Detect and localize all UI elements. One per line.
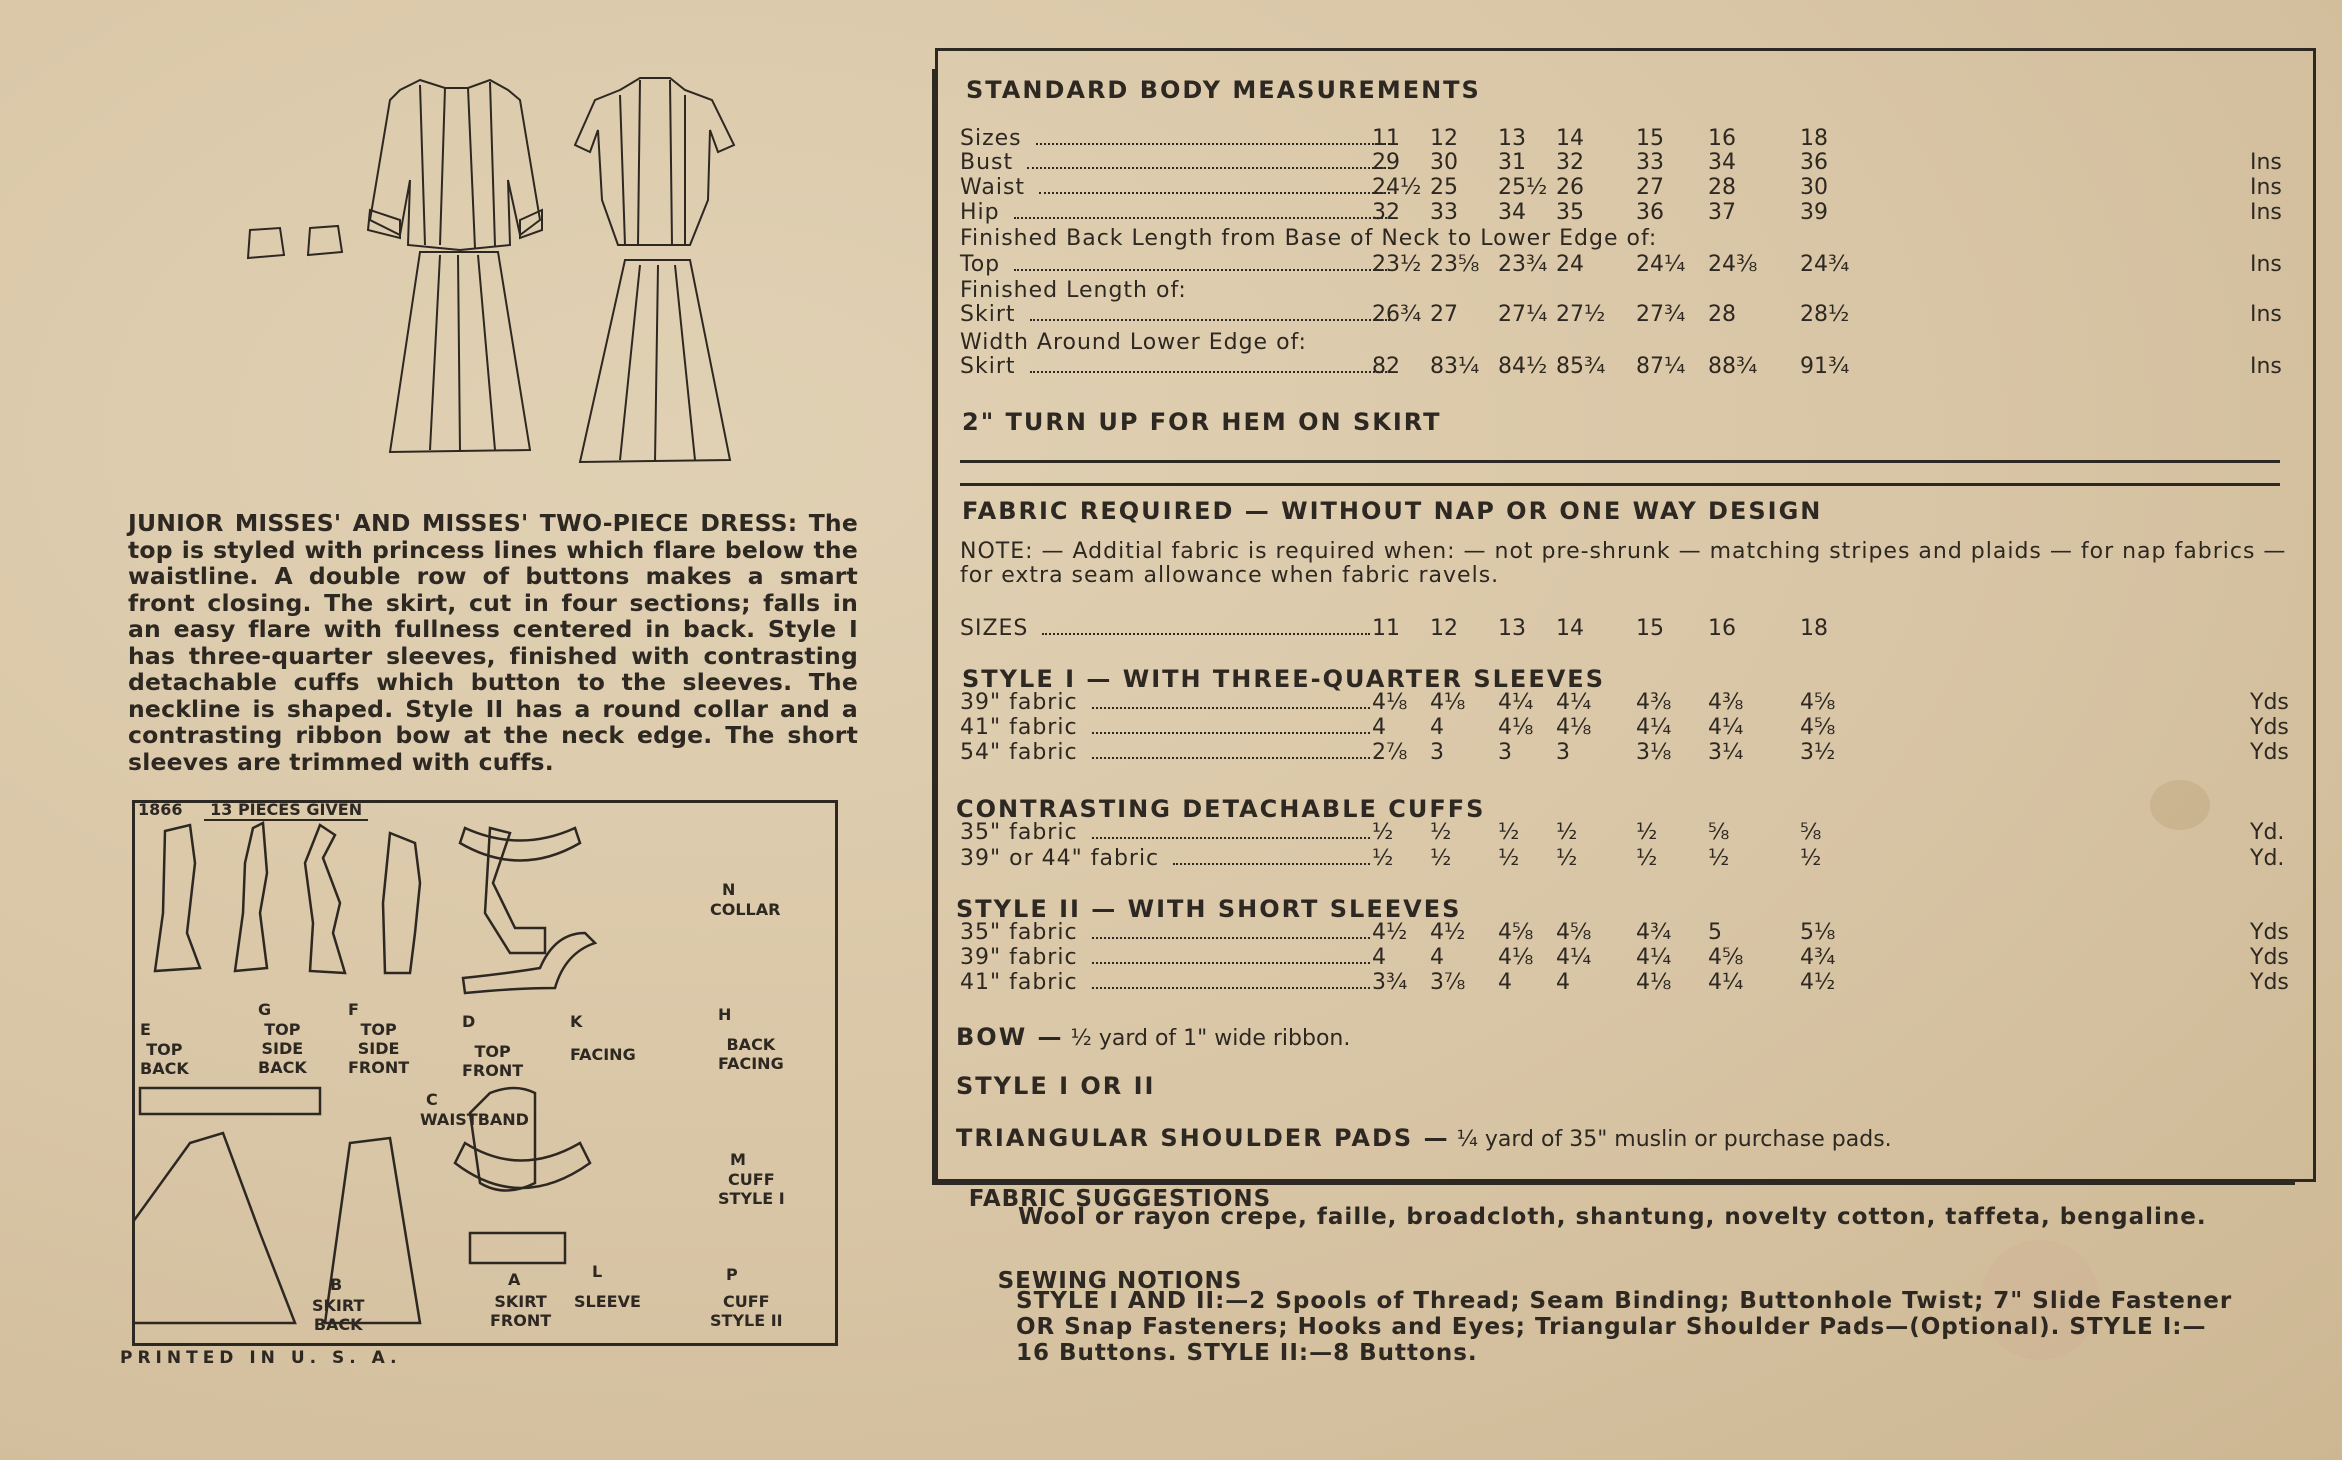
row-value: 4⅛ — [1498, 715, 1534, 740]
row-label: 39" or 44" fabric — [960, 846, 1160, 871]
row-label: Width Around Lower Edge of: — [960, 330, 1307, 355]
leader-dots — [1042, 633, 1370, 635]
data-row — [960, 920, 2289, 946]
data-row — [960, 150, 2280, 176]
row-unit: Yds — [2250, 970, 2289, 995]
piece-label-p: CUFF STYLE II — [710, 1292, 783, 1330]
pads-title: TRIANGULAR SHOULDER PADS — — [956, 1124, 1450, 1152]
row-value: ½ — [1800, 846, 1822, 871]
leader-dots — [1027, 167, 1390, 169]
row-value: 26 — [1556, 175, 1584, 200]
data-row — [960, 226, 2280, 252]
bow-title: BOW — — [956, 1023, 1064, 1051]
row-value: 32 — [1556, 150, 1584, 175]
row-value: 36 — [1636, 200, 1664, 225]
row-value: 85¾ — [1556, 354, 1606, 379]
row-value: 14 — [1556, 616, 1584, 641]
row-value: 34 — [1498, 200, 1526, 225]
row-value: 33 — [1430, 200, 1458, 225]
row-value: 4¼ — [1556, 945, 1592, 970]
row-value: 39 — [1800, 200, 1828, 225]
row-value: ½ — [1430, 846, 1452, 871]
style-two-title: STYLE II — WITH SHORT SLEEVES — [956, 895, 1462, 923]
row-label: Skirt — [960, 302, 1016, 327]
row-value: 13 — [1498, 616, 1526, 641]
row-value: 3⅛ — [1636, 740, 1672, 765]
piece-label-g: TOP SIDE BACK — [258, 1020, 307, 1077]
row-value: 91¾ — [1800, 354, 1850, 379]
row-value: 36 — [1800, 150, 1828, 175]
data-row — [960, 945, 2289, 971]
row-unit: Yd. — [2250, 846, 2285, 871]
row-value: 88¾ — [1708, 354, 1758, 379]
leader-dots — [1092, 757, 1370, 759]
row-value: 35 — [1556, 200, 1584, 225]
piece-label-a-letter: A — [508, 1270, 521, 1289]
row-value: 18 — [1800, 126, 1828, 151]
row-value: 87¼ — [1636, 354, 1686, 379]
style-two-top-drawing — [575, 78, 734, 245]
cuff-drawing — [308, 226, 342, 255]
leader-dots — [1036, 143, 1390, 145]
piece-label-n: COLLAR — [710, 900, 781, 919]
bow-text: ½ yard of 1" wide ribbon. — [1070, 1026, 1351, 1051]
row-value: ½ — [1636, 846, 1658, 871]
row-value: 30 — [1430, 150, 1458, 175]
measurements-title: STANDARD BODY MEASUREMENTS — [966, 76, 1481, 104]
data-row — [960, 252, 2280, 278]
row-value: 4¼ — [1636, 715, 1672, 740]
notions-line-2: OR Snap Fasteners; Hooks and Eyes; Triangular Shoulder Pads—(Optional). STYLE I:— — [1016, 1314, 2207, 1340]
data-row — [960, 330, 2280, 356]
row-value: 4 — [1372, 945, 1386, 970]
row-value: 28 — [1708, 175, 1736, 200]
leader-dots — [1092, 707, 1370, 709]
piece-label-d-letter: D — [462, 1012, 476, 1031]
row-value: 37 — [1708, 200, 1736, 225]
piece-label-h-letter: H — [718, 1005, 732, 1024]
row-value: 4⅛ — [1430, 690, 1466, 715]
fabric-suggestions-text: Wool or rayon crepe, faille, broadcloth, shantung, novelty cotton, taffeta, bengaline. — [1018, 1204, 2207, 1230]
row-value: ½ — [1636, 820, 1658, 845]
row-label: 39" fabric — [960, 945, 1078, 970]
fabric-suggestions-title: FABRIC SUGGESTIONS — [968, 1186, 1272, 1212]
row-label: SIZES — [960, 616, 1029, 641]
row-value: 4⅛ — [1372, 690, 1408, 715]
row-label: Sizes — [960, 126, 1022, 151]
style-one-top-drawing — [370, 80, 540, 250]
leader-dots — [1030, 371, 1390, 373]
data-row — [960, 846, 2285, 872]
row-value: 28½ — [1800, 302, 1850, 327]
section-divider — [960, 460, 2280, 463]
row-unit: Ins — [2250, 354, 2282, 379]
data-row — [960, 278, 2280, 304]
piece-label-d: TOP FRONT — [462, 1042, 524, 1080]
row-value: ½ — [1498, 820, 1520, 845]
row-unit: Ins — [2250, 150, 2282, 175]
row-value: 11 — [1372, 616, 1400, 641]
row-unit: Yds — [2250, 740, 2289, 765]
row-value: 4⅝ — [1708, 945, 1744, 970]
row-value: 3 — [1556, 740, 1570, 765]
sewing-notions-title: SEWING NOTIONS — [997, 1268, 1243, 1294]
row-value: 25 — [1430, 175, 1458, 200]
printed-in-usa: PRINTED IN U. S. A. — [120, 1348, 402, 1368]
row-label: 39" fabric — [960, 690, 1078, 715]
row-label: 35" fabric — [960, 920, 1078, 945]
row-value: ½ — [1372, 846, 1394, 871]
fabric-title: FABRIC REQUIRED — WITHOUT NAP OR ONE WAY DESIGN — [962, 497, 1823, 525]
row-value: 4½ — [1372, 920, 1408, 945]
notions-line-1: STYLE I AND II:—2 Spools of Thread; Seam Binding; Buttonhole Twist; 7" Slide Fastener — [1016, 1288, 2233, 1314]
data-row — [960, 970, 2289, 996]
row-value: ½ — [1708, 846, 1730, 871]
row-value: ⅝ — [1800, 820, 1822, 845]
row-value: 24⅜ — [1708, 252, 1758, 277]
notions-line-3: 16 Buttons. STYLE II:—8 Buttons. — [1016, 1340, 1478, 1366]
row-value: 4 — [1430, 715, 1444, 740]
style-one-title: STYLE I — WITH THREE-QUARTER SLEEVES — [962, 665, 1605, 693]
row-label: 41" fabric — [960, 715, 1078, 740]
leader-dots — [1092, 937, 1370, 939]
row-value: ⅝ — [1708, 820, 1730, 845]
row-value: 16 — [1708, 126, 1736, 151]
row-value: 3 — [1498, 740, 1512, 765]
bow-line — [956, 1023, 1350, 1051]
data-row — [960, 715, 2289, 741]
row-label: Bust — [960, 150, 1014, 175]
leader-dots — [1039, 192, 1390, 194]
row-value: 24½ — [1372, 175, 1422, 200]
row-value: 34 — [1708, 150, 1736, 175]
row-value: 4⅝ — [1498, 920, 1534, 945]
data-row — [960, 126, 2280, 152]
row-value: 4⅛ — [1556, 715, 1592, 740]
piece-label-a: SKIRT FRONT — [490, 1292, 552, 1330]
row-value: 27¾ — [1636, 302, 1686, 327]
row-value: 12 — [1430, 616, 1458, 641]
row-value: 4¼ — [1498, 690, 1534, 715]
row-unit: Ins — [2250, 302, 2282, 327]
piece-label-g-letter: G — [258, 1000, 272, 1019]
row-value: 3¾ — [1372, 970, 1408, 995]
row-value: 4⅜ — [1708, 690, 1744, 715]
row-value: ½ — [1556, 846, 1578, 871]
section-divider — [960, 483, 2280, 486]
row-value: 3¼ — [1708, 740, 1744, 765]
piece-label-f-letter: F — [348, 1000, 359, 1019]
row-value: 29 — [1372, 150, 1400, 175]
piece-label-c: WAISTBAND — [420, 1110, 529, 1129]
row-value: 4 — [1430, 945, 1444, 970]
row-label: Waist — [960, 175, 1026, 200]
leader-dots — [1092, 962, 1370, 964]
piece-label-k: FACING — [570, 1045, 636, 1064]
leader-dots — [1092, 987, 1370, 989]
row-value: 23½ — [1372, 252, 1422, 277]
row-value: 3½ — [1800, 740, 1836, 765]
row-unit: Yds — [2250, 945, 2289, 970]
leader-dots — [1092, 732, 1370, 734]
style-one-or-two: STYLE I OR II — [956, 1072, 1156, 1100]
row-value: 2⅞ — [1372, 740, 1408, 765]
row-label: 41" fabric — [960, 970, 1078, 995]
data-row — [960, 175, 2280, 201]
row-value: 4⅝ — [1556, 920, 1592, 945]
data-row — [960, 740, 2289, 766]
cuffs-title: CONTRASTING DETACHABLE CUFFS — [956, 795, 1486, 823]
row-value: 15 — [1636, 616, 1664, 641]
piece-label-k-letter: K — [570, 1012, 583, 1031]
pieces-header — [132, 800, 368, 824]
row-value: 84½ — [1498, 354, 1548, 379]
leader-dots — [1173, 863, 1370, 865]
data-row — [960, 690, 2289, 716]
row-value: 16 — [1708, 616, 1736, 641]
dress-illustration — [240, 70, 880, 470]
row-value: 27¼ — [1498, 302, 1548, 327]
row-value: 5 — [1708, 920, 1722, 945]
row-value: 14 — [1556, 126, 1584, 151]
piece-label-f: TOP SIDE FRONT — [348, 1020, 410, 1077]
row-value: 4 — [1556, 970, 1570, 995]
data-row — [960, 302, 2280, 328]
row-value: 4⅛ — [1636, 970, 1672, 995]
row-label: Hip — [960, 200, 1000, 225]
row-unit: Yds — [2250, 715, 2289, 740]
piece-label-b: SKIRT BACK — [312, 1296, 365, 1334]
row-value: 4¾ — [1636, 920, 1672, 945]
dress-description: JUNIOR MISSES' AND MISSES' TWO-PIECE DRESS: The top is styled with princess lines which flare below the waistline. A double row of buttons makes a smart front closing. The skirt, cut in four sections; falls in an easy flare with fullness centered in back. Style I has three-quarter sleeves, finished with contrasting detachable cuffs which button to the sleeves. The neckline is shaped. Style II has a round collar and a contrasting ribbon bow at the neck edge. The short sleeves are trimmed with cuffs. — [128, 509, 858, 776]
leader-dots — [1014, 269, 1390, 271]
row-label: Finished Back Length from Base of Neck to Lower Edge of: — [960, 226, 1658, 251]
leader-dots — [1092, 837, 1370, 839]
data-row — [960, 616, 2280, 642]
row-unit: Ins — [2250, 200, 2282, 225]
pattern-number: 1866 — [138, 800, 183, 819]
row-unit: Yds — [2250, 920, 2289, 945]
row-value: 27½ — [1556, 302, 1606, 327]
row-value: 4¼ — [1708, 970, 1744, 995]
fabric-note: NOTE: — Additial fabric is required when: — not pre-shrunk — matching stripes and plaids — for nap fabrics — for extra seam allowance when fabric ravels. — [960, 539, 2287, 588]
cuff-drawing — [248, 228, 284, 258]
row-value: 4 — [1498, 970, 1512, 995]
piece-label-e: TOP BACK — [140, 1040, 189, 1078]
row-value: 28 — [1708, 302, 1736, 327]
row-value: 4⅜ — [1636, 690, 1672, 715]
row-value: 4½ — [1800, 970, 1836, 995]
piece-label-b-letter: B — [330, 1275, 343, 1294]
row-value: 83¼ — [1430, 354, 1480, 379]
row-unit: Ins — [2250, 252, 2282, 277]
row-value: 23⅝ — [1430, 252, 1480, 277]
row-value: 11 — [1372, 126, 1400, 151]
row-value: 5⅛ — [1800, 920, 1836, 945]
row-label: Top — [960, 252, 1001, 277]
row-unit: Yds — [2250, 690, 2289, 715]
row-value: 26¾ — [1372, 302, 1422, 327]
row-value: 4 — [1372, 715, 1386, 740]
row-value: 33 — [1636, 150, 1664, 175]
row-label: 54" fabric — [960, 740, 1078, 765]
leader-dots — [1030, 319, 1390, 321]
data-row — [960, 200, 2280, 226]
pads-line — [956, 1124, 1892, 1152]
data-row — [960, 820, 2285, 846]
row-unit: Yd. — [2250, 820, 2285, 845]
row-value: 12 — [1430, 126, 1458, 151]
row-value: 30 — [1800, 175, 1828, 200]
piece-label-n-letter: N — [722, 880, 736, 899]
piece-label-h: BACK FACING — [718, 1035, 784, 1073]
row-value: ½ — [1556, 820, 1578, 845]
row-value: 4⅝ — [1800, 715, 1836, 740]
row-value: 13 — [1498, 126, 1526, 151]
row-value: 82 — [1372, 354, 1400, 379]
row-value: 27 — [1430, 302, 1458, 327]
row-value: ½ — [1430, 820, 1452, 845]
row-label: Skirt — [960, 354, 1016, 379]
piece-label-e-letter: E — [140, 1020, 151, 1039]
row-value: 4⅝ — [1800, 690, 1836, 715]
row-value: 32 — [1372, 200, 1400, 225]
row-value: 3 — [1430, 740, 1444, 765]
row-value: 31 — [1498, 150, 1526, 175]
row-value: ½ — [1498, 846, 1520, 871]
data-row — [960, 354, 2280, 380]
piece-label-m-letter: M — [730, 1150, 746, 1169]
row-value: 15 — [1636, 126, 1664, 151]
row-value: ½ — [1372, 820, 1394, 845]
piece-label-c-letter: C — [426, 1090, 438, 1109]
row-value: 24¼ — [1636, 252, 1686, 277]
row-value: 3⅞ — [1430, 970, 1466, 995]
row-value: 18 — [1800, 616, 1828, 641]
row-value: 4¼ — [1708, 715, 1744, 740]
row-unit: Ins — [2250, 175, 2282, 200]
row-value: 24¾ — [1800, 252, 1850, 277]
row-value: 4⅛ — [1498, 945, 1534, 970]
piece-label-p-letter: P — [726, 1265, 738, 1284]
row-value: 23¾ — [1498, 252, 1548, 277]
row-value: 4¼ — [1556, 690, 1592, 715]
piece-label-l-letter: L — [592, 1262, 603, 1281]
row-value: 25½ — [1498, 175, 1548, 200]
pieces-given: 13 PIECES GIVEN — [204, 800, 368, 821]
row-value: 24 — [1556, 252, 1584, 277]
pads-text: ¼ yard of 35" muslin or purchase pads. — [1456, 1127, 1892, 1152]
row-value: 4¼ — [1636, 945, 1672, 970]
row-label: Finished Length of: — [960, 278, 1187, 303]
row-value: 4½ — [1430, 920, 1466, 945]
row-value: 27 — [1636, 175, 1664, 200]
piece-label-m: CUFF STYLE I — [718, 1170, 785, 1208]
row-label: 35" fabric — [960, 820, 1078, 845]
hem-note: 2" TURN UP FOR HEM ON SKIRT — [962, 408, 1442, 436]
piece-label-l: SLEEVE — [574, 1292, 641, 1311]
row-value: 4¾ — [1800, 945, 1836, 970]
leader-dots — [1014, 217, 1390, 219]
